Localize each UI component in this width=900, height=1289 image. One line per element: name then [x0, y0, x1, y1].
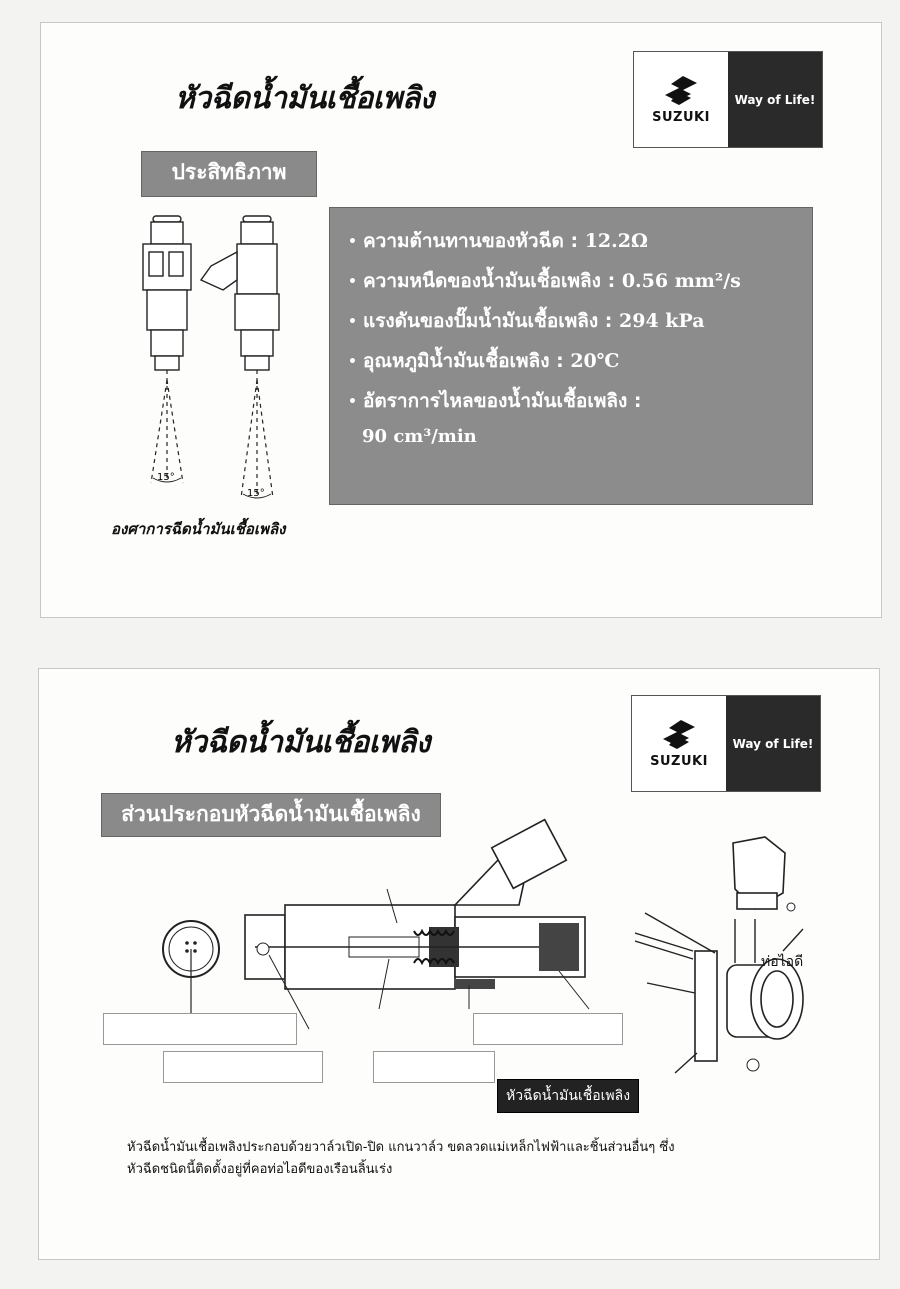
spec-flow-rate: • อัตราการไหลของน้ำมันเชื้อเพลิง :: [348, 390, 642, 412]
component-description: [127, 1137, 827, 1181]
label-box-2: [473, 1013, 623, 1045]
injector-drawing: [131, 208, 291, 498]
spec-fuel-temperature: • อุณหภูมิน้ำมันเชื้อเพลิง : 20℃: [348, 350, 620, 372]
spec-viscosity: • ความหนืดของน้ำมันเชื้อเพลิง : 0.56 mm²/s: [348, 270, 741, 292]
spec-resistance: • ความต้านทานของหัวฉีด : 12.2Ω: [348, 230, 648, 252]
label-box-4: [373, 1051, 495, 1083]
suzuki-logo: [631, 695, 821, 792]
logo-brand: SUZUKI: [650, 754, 708, 769]
label-box-3: [163, 1051, 323, 1083]
logo-slogan: Way of Life!: [728, 52, 822, 147]
suzuki-s-icon: [661, 74, 701, 108]
suzuki-s-icon: [659, 718, 699, 752]
description-line-1: หัวฉีดน้ำมันเชื้อเพลิงประกอบด้วยวาล์วเปิด-ปิด แกนวาล์ว ขดลวดแม่เหล็กไฟฟ้าและชิ้นส่วนอื่นๆ ซึ่ง: [127, 1140, 675, 1155]
fuel-injector-callout: หัวฉีดน้ำมันเชื้อเพลิง: [497, 1079, 639, 1113]
section-tag: ส่วนประกอบหัวฉีดน้ำมันเชื้อเพลิง: [101, 793, 441, 837]
injector-cross-section: [159, 819, 599, 1029]
spec-pump-pressure: • แรงดันของปั๊มน้ำมันเชื้อเพลิง : 294 kPa: [348, 310, 705, 332]
angle-label-b: 15°: [247, 488, 265, 499]
label-box-1: [103, 1013, 297, 1045]
suzuki-logo: [633, 51, 823, 148]
slide-title: หัวฉีดน้ำมันเชื้อเพลิง: [175, 81, 434, 116]
spec-panel: [329, 207, 813, 505]
logo-brand: SUZUKI: [652, 110, 710, 125]
spec-flow-value: 90 cm³/min: [362, 426, 477, 447]
description-line-2: หัวฉีดชนิดนี้ติดตั้งอยู่ที่คอท่อไอดีของเรือนลิ้นเร่ง: [127, 1162, 393, 1177]
section-tag: ประสิทธิภาพ: [141, 151, 317, 197]
slide-title: หัวฉีดน้ำมันเชื้อเพลิง: [171, 725, 430, 760]
angle-label-a: 15°: [157, 472, 175, 483]
logo-slogan: Way of Life!: [726, 696, 820, 791]
injection-angle-caption: องศาการฉีดน้ำมันเชื้อเพลิง: [111, 520, 286, 538]
slide-components: [38, 668, 880, 1260]
slide-performance: [40, 22, 882, 618]
intake-manifold-label: ท่อไอดี: [761, 954, 804, 970]
